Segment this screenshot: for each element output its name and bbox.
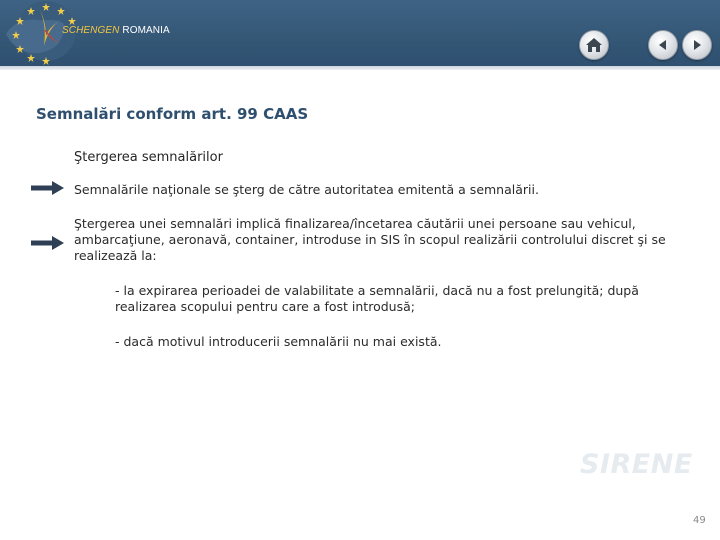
page-number: 49 xyxy=(693,515,706,526)
list-item-expiry: - la expirarea perioadei de valabilitate a semnalării, dacă nu a fost prelungită; după realizarea scopului pentru care a fost introdusă; xyxy=(115,283,639,314)
header-bar xyxy=(0,0,720,66)
paragraph-national-deletion: Semnalările naţionale se şterg de către autoritatea emitentă a semnalării. xyxy=(74,182,539,197)
previous-slide-button[interactable] xyxy=(648,30,678,60)
section-subtitle: Ştergerea semnalărilor xyxy=(74,150,223,165)
list-item-reason-gone: - dacă motivul introducerii semnalării nu mai există. xyxy=(115,334,442,349)
paragraph-deletion-conditions: Ştergerea unei semnalări implică finalizarea/încetarea căutării unei persoane sau vehicul, ambarcaţiune, aeronavă, container, introduse in SIS în scopul realizării controlului discret şi se realizează la: xyxy=(74,216,666,263)
logo-brand-text: SCHENGEN xyxy=(62,25,120,36)
arrow-left-icon xyxy=(656,38,670,52)
logo-country-text: ROMANIA xyxy=(122,25,170,36)
sirene-watermark: SIRENE xyxy=(580,449,693,480)
next-slide-button[interactable] xyxy=(682,30,712,60)
schengen-logo xyxy=(0,0,170,66)
bullet-arrow-icon xyxy=(31,181,65,195)
logo-wordmark xyxy=(62,25,170,36)
home-button[interactable] xyxy=(579,30,609,60)
slide-title: Semnalări conform art. 99 CAAS xyxy=(36,105,309,123)
home-icon xyxy=(585,37,603,53)
header-divider xyxy=(0,66,720,70)
arrow-right-icon xyxy=(690,38,704,52)
bullet-arrow-icon xyxy=(31,236,65,250)
